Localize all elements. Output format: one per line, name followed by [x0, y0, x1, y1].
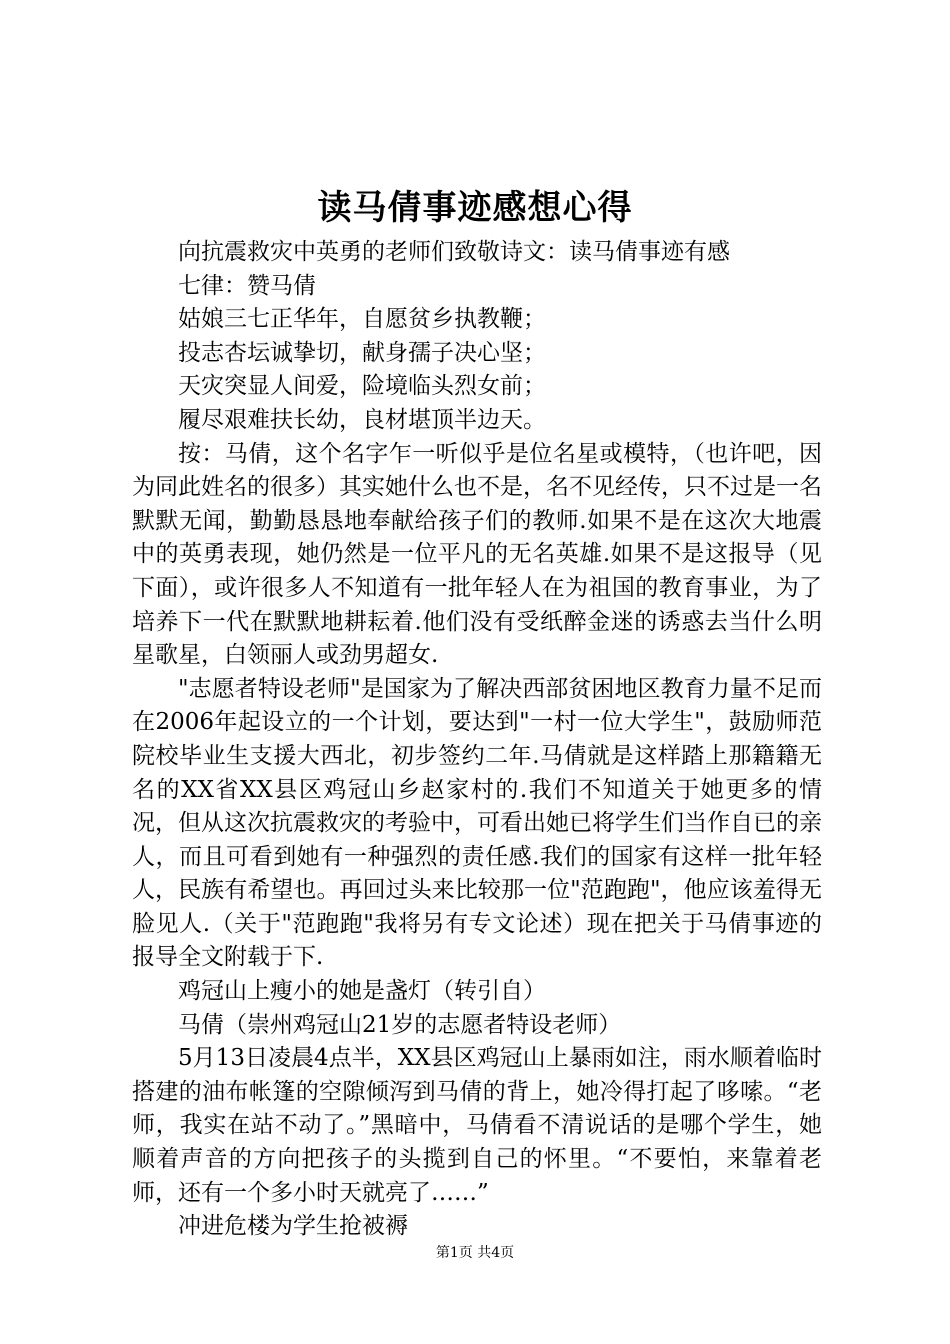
paragraph: 马倩（崇州鸡冠山21岁的志愿者特设老师） — [178, 1011, 622, 1038]
poem-line: 姑娘三七正华年，自愿贫乡执教鞭； — [178, 306, 546, 333]
document-title: 读马倩事迹感想心得 — [317, 188, 633, 228]
poem-line: 履尽艰难扶长幼，良材堪顶半边天。 — [178, 406, 546, 433]
paragraph: "志愿者特设老师"是国家为了解决西部贫困地区教育力量不足而在2006年起设立的一个计划，要达到"一村一位大学生"，鼓励师范院校毕业生支援大西北，初步签约二年.马倩就是这样踏上那籍籍无名的XX省XX县区鸡冠山乡赵家村的.我们不知道关于她更多的情况，但从这次抗震救灾的考验中，可看出她已将学生们当作自已的亲人，而且可看到她有一种强烈的责任感.我们的国家有这样一批年轻人，民族有希望也。再回过头来比较那一位"范跑跑"，他应该羞得无脸见人.（关于"范跑跑"我将另有专文论述）现在把关于马倩事迹的报导全文附载于下. — [132, 675, 822, 971]
paragraph: 鸡冠山上瘦小的她是盏灯（转引自） — [178, 978, 546, 1005]
paragraph: 向抗震救灾中英勇的老师们致敬诗文：读马倩事迹有感 — [178, 239, 730, 265]
paragraph: 七律：赞马倩 — [178, 272, 316, 299]
poem-line: 投志杏坛诚挚切，献身孺子决心坚； — [178, 339, 546, 366]
paragraph: 5月13日凌晨4点半，XX县区鸡冠山上暴雨如注，雨水顺着临时搭建的油布帐篷的空隙倾泻到马倩的背上，她冷得打起了哆嗦。“老师，我实在站不动了。”黑暗中，马倩看不清说话的是哪个学生，她顺着声音的方向把孩子的头揽到自己的怀里。“不要怕，来靠着老师，还有一个多小时天就亮了……” — [132, 1045, 822, 1206]
paragraph: 按：马倩，这个名字乍一听似乎是位名星或模特，（也许吧，因为同此姓名的很多）其实她什么也不是，名不见经传，只不过是一名默默无闻，勤勤恳恳地奉献给孩子们的教师.如果不是在这次大地震中的英勇表现，她仍然是一位平凡的无名英雄.如果不是这报导（见下面），或许很多人不知道有一批年轻人在为祖国的教育事业，为了培养下一代在默默地耕耘着.他们没有受纸醉金迷的诱惑去当什么明星歌星，白领丽人或劲男超女. — [132, 440, 822, 669]
document-body — [132, 236, 822, 1244]
poem-line: 天灾突显人间爱，险境临头烈女前； — [178, 373, 546, 400]
paragraph: 冲进危楼为学生抢被褥 — [178, 1213, 408, 1240]
page-footer: 第1页 共4页 — [435, 1245, 515, 1261]
